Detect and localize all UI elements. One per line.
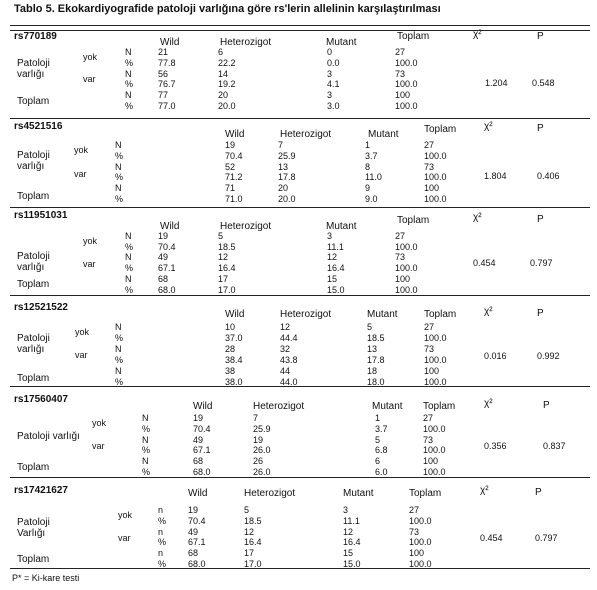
cell-heterozigot: 20 [278,183,289,194]
cell-toplam: 73 [395,68,406,79]
cell-wild: 70.4 [158,241,176,252]
count-marker: n [158,505,164,515]
col-header-heterozigot: Heterozigot [220,37,272,48]
col-header-p: P [537,123,544,134]
row-label-yok: yok [83,236,98,247]
percent-marker: % [125,79,134,90]
header-rule [10,30,590,31]
table-top-rule [10,25,590,26]
col-header-wild: Wild [225,309,245,320]
cell-wild: 38.4 [225,354,243,365]
count-marker: N [125,273,132,284]
cell-wild: 19 [158,231,169,241]
cell-toplam: 100 [409,548,425,559]
cell-mutant: 15.0 [327,284,345,295]
cell-wild: 70.4 [225,150,243,161]
row-label-patoloji: Patoloji [17,517,50,528]
cell-wild: 67.1 [193,445,211,456]
cell-wild: 38.0 [225,376,243,387]
percent-marker: % [142,467,151,477]
col-header-heterozigot: Heterozigot [280,309,332,320]
section-bottom-rule [10,207,590,208]
percent-marker: % [115,150,124,161]
rs-label: rs12521522 [14,302,68,313]
cell-wild: 68 [158,273,169,284]
cell-toplam: 100 [395,90,411,101]
col-header-p: P [537,31,544,42]
cell-mutant: 18.0 [367,376,385,387]
cell-heterozigot: 26.0 [253,467,271,477]
row-label-varligi: varlığı [17,161,45,172]
cell-heterozigot: 25.9 [278,150,296,161]
cell-toplam: 100.0 [395,101,418,111]
row-label-var: var [118,533,131,544]
cell-heterozigot: 44 [280,365,291,376]
cell-heterozigot: 17.8 [278,172,296,183]
cell-heterozigot: 17.0 [244,559,262,569]
cell-toplam: 100.0 [423,423,446,434]
row-label-toplam: Toplam [17,279,50,291]
col-header-wild: Wild [225,129,245,140]
count-marker: N [125,47,132,57]
cell-toplam: 27 [409,505,420,515]
cell-mutant: 16.4 [343,537,361,548]
percent-marker: % [125,263,134,274]
row-label-patoloji: Patoloji varlığı [17,431,80,442]
cell-wild: 71 [225,183,236,194]
cell-wild: 77.0 [158,101,176,111]
cell-wild: 68 [188,548,199,559]
cell-toplam: 100.0 [424,332,447,343]
cell-mutant: 1 [375,413,381,423]
cell-heterozigot: 7 [253,413,259,423]
cell-wild: 49 [193,434,204,445]
cell-toplam: 100 [395,273,411,284]
section-bottom-rule [10,118,590,119]
rs-label: rs770189 [14,31,57,42]
chi-square-value: 0.016 [484,351,507,362]
section-bottom-rule [10,568,590,569]
cell-wild: 68 [193,456,204,467]
p-value: 0.406 [537,171,560,182]
row-label-varligi: varlığı [17,262,45,273]
row-label-toplam: Toplam [17,461,50,473]
cell-toplam: 100.0 [424,150,447,161]
cell-wild: 68.0 [193,467,211,477]
cell-toplam: 27 [424,140,435,150]
row-label-yok: yok [83,52,98,63]
cell-wild: 68.0 [188,559,206,569]
cell-mutant: 3 [343,505,349,515]
row-label-varligi: varlığı [17,344,45,355]
cell-toplam: 27 [395,47,406,57]
p-value: 0.548 [532,78,555,89]
cell-heterozigot: 5 [244,505,250,515]
count-marker: N [115,365,122,376]
col-header-chi-square: χ² [484,121,493,132]
cell-wild: 49 [188,526,199,537]
cell-mutant: 3.7 [375,423,388,434]
cell-mutant: 18 [367,365,378,376]
cell-heterozigot: 18.5 [218,241,236,252]
count-marker: N [115,343,122,354]
cell-mutant: 3.7 [365,150,378,161]
cell-heterozigot: 22.2 [218,57,236,68]
percent-marker: % [125,241,134,252]
cell-toplam: 73 [395,252,406,263]
col-header-toplam: Toplam [397,31,430,42]
percent-marker: % [115,194,124,204]
cell-mutant: 4.1 [327,79,340,90]
cell-mutant: 11.1 [327,241,344,252]
percent-marker: % [125,57,134,68]
cell-heterozigot: 18.5 [244,515,262,526]
col-header-p: P [537,308,544,319]
cell-mutant: 5 [375,434,381,445]
percent-marker: % [142,445,151,456]
cell-mutant: 0.0 [327,57,340,68]
count-marker: n [158,526,164,537]
cell-toplam: 100 [424,365,440,376]
col-header-mutant: Mutant [367,309,398,320]
cell-wild: 37.0 [225,332,243,343]
col-header-wild: Wild [193,401,213,412]
cell-toplam: 100.0 [395,284,418,295]
percent-marker: % [142,423,151,434]
cell-wild: 67.1 [158,263,176,274]
row-label-var: var [92,441,105,452]
cell-toplam: 100.0 [424,376,447,387]
p-value: 0.797 [535,533,558,544]
cell-toplam: 100.0 [424,354,447,365]
cell-mutant: 12 [327,252,338,263]
col-header-p: P [543,400,550,411]
count-marker: N [142,456,149,467]
cell-toplam: 100.0 [409,515,432,526]
cell-heterozigot: 17.0 [218,284,236,295]
cell-heterozigot: 26 [253,456,264,467]
section-bottom-rule [10,386,590,387]
count-marker: N [115,161,122,172]
section-bottom-rule [10,295,590,296]
cell-mutant: 9 [365,183,371,194]
cell-mutant: 11.1 [343,515,360,526]
cell-toplam: 100.0 [409,537,432,548]
chi-square-value: 0.356 [484,441,507,452]
count-marker: N [125,68,132,79]
col-header-wild: Wild [188,488,208,499]
cell-mutant: 16.4 [327,263,345,274]
section-bottom-rule [10,477,590,478]
col-header-mutant: Mutant [326,221,357,232]
percent-marker: % [158,559,167,569]
count-marker: n [158,548,164,559]
chi-square-value: 0.454 [473,257,496,268]
col-header-toplam: Toplam [423,401,456,412]
cell-heterozigot: 17 [218,273,229,284]
cell-mutant: 6.0 [375,467,388,477]
cell-toplam: 27 [424,322,435,332]
p-value: 0.797 [530,257,553,268]
cell-mutant: 18.5 [367,332,385,343]
col-header-heterozigot: Heterozigot [280,129,332,140]
percent-marker: % [125,101,134,111]
cell-wild: 52 [225,161,236,172]
cell-wild: 38 [225,365,236,376]
row-label-yok: yok [75,327,90,338]
col-header-mutant: Mutant [343,488,374,499]
cell-toplam: 27 [423,413,434,423]
cell-mutant: 0 [327,47,333,57]
row-label-varligi: varlığı [17,69,45,80]
count-marker: N [115,140,122,150]
row-label-yok: yok [74,145,89,156]
cell-mutant: 3 [327,231,333,241]
percent-marker: % [115,332,124,343]
rs-label: rs17421627 [14,485,68,496]
col-header-chi-square: χ² [473,212,482,223]
count-marker: N [115,322,122,332]
cell-heterozigot: 6 [218,47,224,57]
cell-mutant: 3 [327,68,333,79]
col-header-chi-square: χ² [480,485,489,496]
cell-heterozigot: 19 [253,434,264,445]
count-marker: N [115,183,122,194]
cell-wild: 71.0 [225,194,243,204]
cell-wild: 76.7 [158,79,176,90]
percent-marker: % [158,515,167,526]
cell-wild: 19 [225,140,236,150]
cell-mutant: 9.0 [365,194,378,204]
cell-toplam: 100.0 [423,467,446,477]
cell-toplam: 100.0 [424,172,447,183]
col-header-p: P [537,214,544,225]
col-header-mutant: Mutant [326,37,357,48]
row-label-var: var [83,258,96,269]
cell-mutant: 3.0 [327,101,340,111]
cell-wild: 68.0 [158,284,176,295]
cell-heterozigot: 17 [244,548,255,559]
rs-label: rs4521516 [14,121,63,132]
cell-heterozigot: 16.4 [218,263,236,274]
cell-wild: 77.8 [158,57,176,68]
cell-heterozigot: 32 [280,343,291,354]
cell-wild: 21 [158,47,169,57]
cell-heterozigot: 20.0 [218,101,236,111]
percent-marker: % [115,376,124,387]
cell-heterozigot: 26.0 [253,445,271,456]
col-header-toplam: Toplam [424,124,457,135]
row-label-patoloji: Patoloji [17,150,50,161]
row-label-toplam: Toplam [17,190,50,202]
cell-wild: 56 [158,68,169,79]
table-title: Tablo 5. Ekokardiyografide patoloji varlığına göre rs'lerin allelinin karşılaştırılması [14,3,441,15]
row-label-var: var [75,350,88,361]
row-label-toplam: Toplam [17,373,50,385]
cell-mutant: 12 [343,526,354,537]
cell-wild: 70.4 [188,515,206,526]
cell-mutant: 15 [343,548,354,559]
cell-heterozigot: 12 [218,252,229,263]
count-marker: N [142,413,149,423]
cell-mutant: 6.8 [375,445,388,456]
row-label-toplam: Toplam [17,95,50,107]
cell-toplam: 100.0 [395,241,418,252]
cell-mutant: 8 [365,161,371,172]
cell-heterozigot: 44.0 [280,376,298,387]
count-marker: N [142,434,149,445]
row-label-patoloji: Patoloji [17,58,50,69]
col-header-wild: Wild [160,37,180,48]
percent-marker: % [158,537,167,548]
cell-heterozigot: 7 [278,140,284,150]
cell-toplam: 100.0 [423,445,446,456]
cell-heterozigot: 12 [244,526,255,537]
cell-toplam: 100 [424,183,440,194]
col-header-toplam: Toplam [424,309,457,320]
col-header-chi-square: χ² [473,29,482,40]
cell-heterozigot: 44.4 [280,332,298,343]
cell-toplam: 100.0 [424,194,447,204]
cell-toplam: 73 [424,161,435,172]
footnote: P* = Ki-kare testi [12,573,80,583]
cell-mutant: 13 [367,343,378,354]
cell-heterozigot: 25.9 [253,423,271,434]
col-header-toplam: Toplam [409,488,442,499]
chi-square-value: 1.804 [484,171,507,182]
cell-heterozigot: 13 [278,161,289,172]
cell-mutant: 3 [327,90,333,101]
cell-mutant: 1 [365,140,371,150]
row-label-varligi: Varlığı [17,528,46,539]
col-header-chi-square: χ² [484,398,493,409]
cell-heterozigot: 14 [218,68,229,79]
col-header-p: P [535,487,542,498]
cell-toplam: 73 [423,434,434,445]
col-header-wild: Wild [160,221,180,232]
cell-toplam: 27 [395,231,406,241]
cell-wild: 19 [188,505,199,515]
cell-wild: 77 [158,90,169,101]
percent-marker: % [125,284,134,295]
cell-mutant: 11.0 [365,172,382,183]
col-header-mutant: Mutant [372,401,403,412]
percent-marker: % [115,354,124,365]
cell-heterozigot: 20.0 [278,194,296,204]
cell-mutant: 5 [367,322,373,332]
cell-heterozigot: 16.4 [244,537,262,548]
cell-wild: 71.2 [225,172,243,183]
cell-wild: 49 [158,252,169,263]
col-header-toplam: Toplam [397,215,430,226]
cell-toplam: 100.0 [395,79,418,90]
row-label-yok: yok [118,510,133,521]
cell-mutant: 15.0 [343,559,361,569]
count-marker: N [125,90,132,101]
col-header-mutant: Mutant [368,129,399,140]
count-marker: N [125,231,132,241]
cell-mutant: 15 [327,273,338,284]
p-value: 0.837 [543,441,566,452]
rs-label: rs11951031 [14,210,68,221]
rs-label: rs17560407 [14,394,68,405]
cell-heterozigot: 20 [218,90,229,101]
cell-toplam: 100.0 [395,57,418,68]
percent-marker: % [115,172,124,183]
cell-wild: 70.4 [193,423,211,434]
cell-toplam: 100 [423,456,439,467]
col-header-heterozigot: Heterozigot [244,488,296,499]
row-label-yok: yok [92,418,107,429]
cell-mutant: 6 [375,456,381,467]
cell-wild: 19 [193,413,204,423]
p-value: 0.992 [537,351,560,362]
count-marker: N [125,252,132,263]
cell-toplam: 73 [409,526,420,537]
row-label-toplam: Toplam [17,553,50,565]
row-label-var: var [74,169,87,180]
cell-heterozigot: 5 [218,231,224,241]
cell-wild: 10 [225,322,236,332]
cell-heterozigot: 12 [280,322,291,332]
cell-wild: 28 [225,343,236,354]
cell-heterozigot: 19.2 [218,79,236,90]
cell-toplam: 100.0 [409,559,432,569]
row-label-var: var [83,74,96,84]
chi-square-value: 1.204 [485,78,508,89]
row-label-patoloji: Patoloji [17,333,50,344]
cell-wild: 67.1 [188,537,206,548]
cell-mutant: 17.8 [367,354,385,365]
cell-heterozigot: 43.8 [280,354,298,365]
chi-square-value: 0.454 [480,533,503,544]
cell-toplam: 100.0 [395,263,418,274]
col-header-heterozigot: Heterozigot [220,221,272,232]
cell-toplam: 73 [424,343,435,354]
col-header-heterozigot: Heterozigot [253,401,305,412]
row-label-patoloji: Patoloji [17,251,50,262]
col-header-chi-square: χ² [484,306,493,317]
